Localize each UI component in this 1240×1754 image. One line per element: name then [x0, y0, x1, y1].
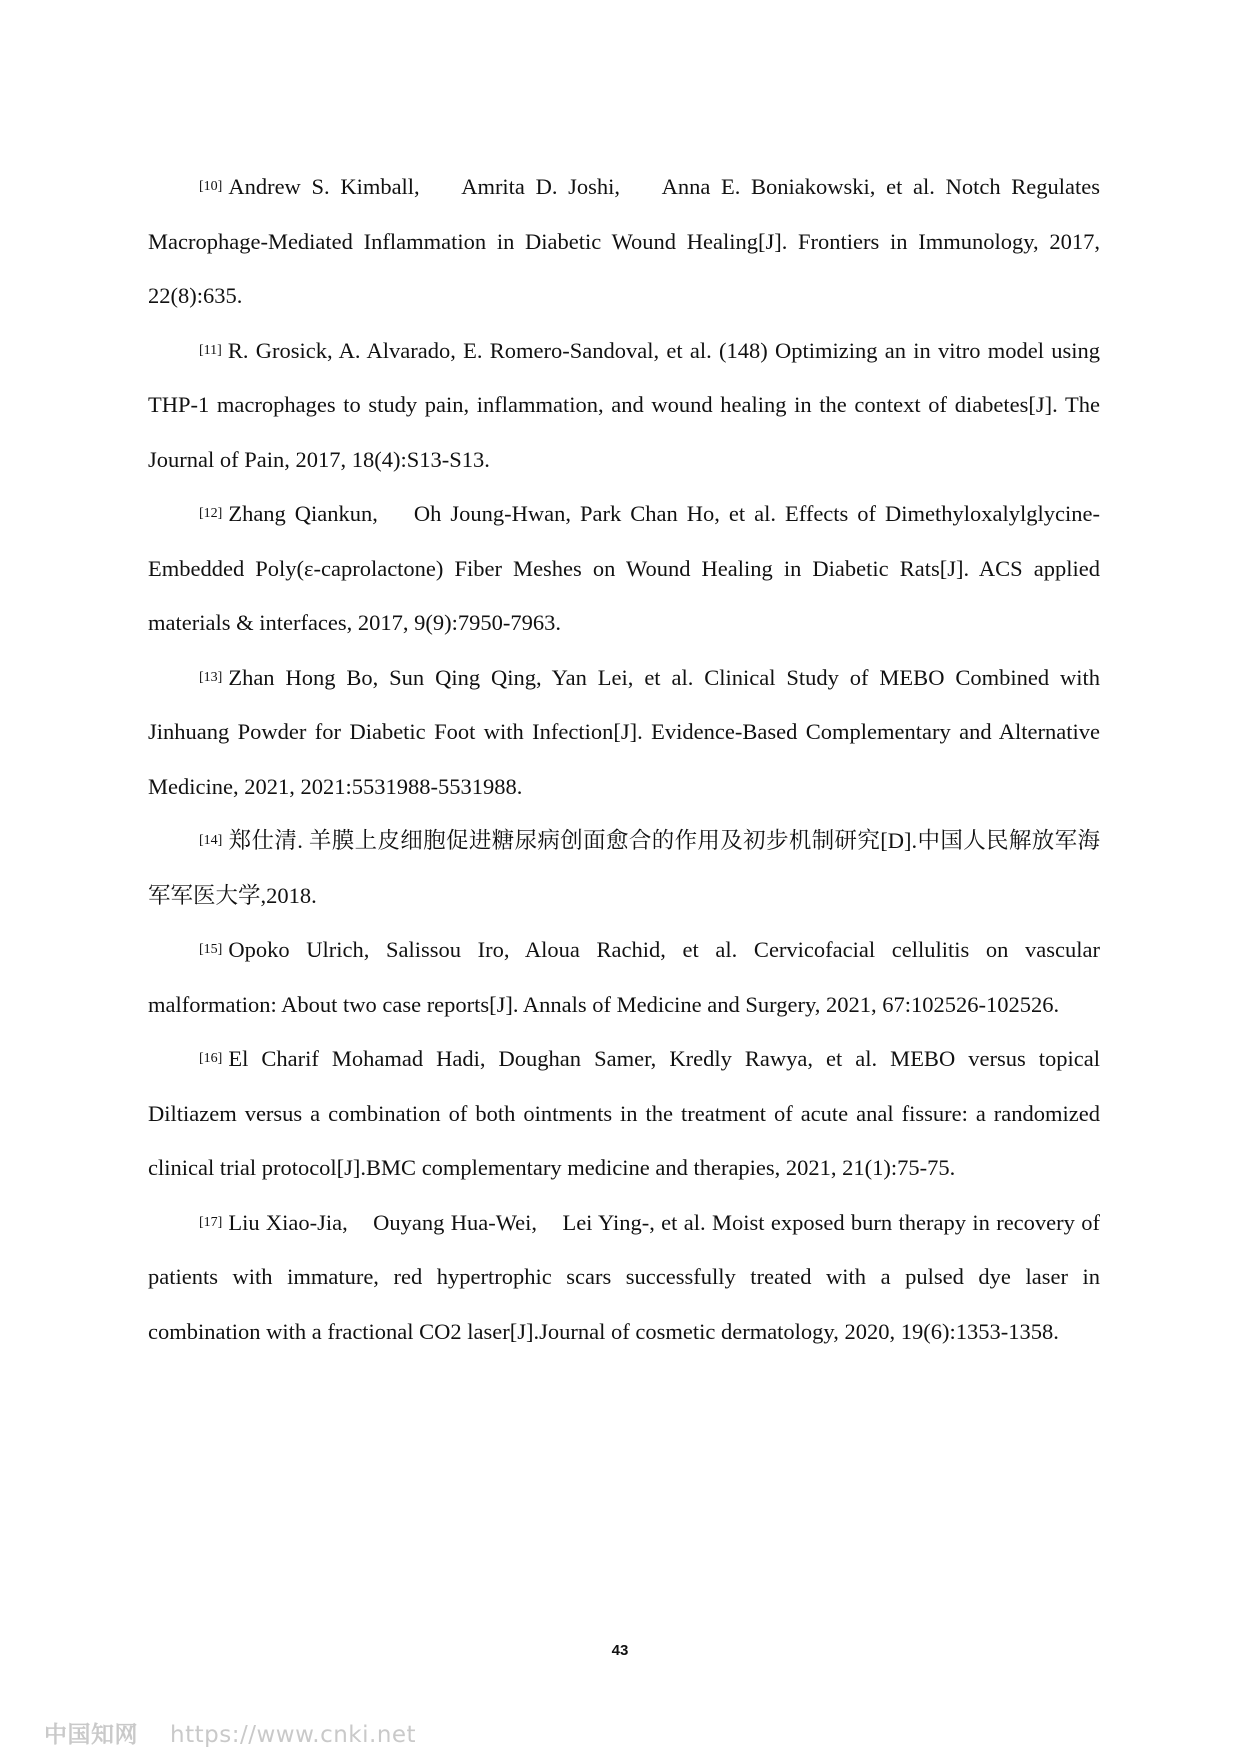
- reference-item: [148, 923, 1100, 1032]
- reference-number: [10]: [199, 179, 223, 194]
- reference-list: [148, 160, 1100, 1359]
- reference-text: R. Grosick, A. Alvarado, E. Romero-Sandoval, et al. (148) Optimizing an in vitro model using THP-1 macrophages to study pain, inflammation, and wound healing in the context of diabetes[J]. The Journal of Pain, 2017, 18(4):S13-S13.: [148, 337, 1100, 472]
- reference-number: [11]: [199, 342, 222, 358]
- reference-number: [17]: [199, 1214, 223, 1230]
- reference-number: [14]: [199, 833, 223, 848]
- reference-text: Zhang Qiankun, Oh Joung-Hwan, Park Chan Ho, et al. Effects of Dimethyloxalylglycine-Embedded Poly(ε-caprolactone) Fiber Meshes on Wound Healing in Diabetic Rats[J]. ACS applied materials & interfaces, 2017, 9(9):7950-7963.: [148, 501, 1100, 635]
- reference-text: 郑仕清. 羊膜上皮细胞促进糖尿病创面愈合的作用及初步机制研究[D].中国人民解放军海军军医大学,2018.: [148, 828, 1100, 908]
- page-number: 43: [611, 1642, 629, 1659]
- reference-number: [15]: [199, 942, 223, 957]
- reference-number: [16]: [199, 1051, 223, 1066]
- reference-item: [148, 814, 1100, 923]
- reference-text: Zhan Hong Bo, Sun Qing Qing, Yan Lei, et al. Clinical Study of MEBO Combined with Jinhuang Powder for Diabetic Foot with Infection[J]. Evidence-Based Complementary and Alternative Medicine, 2021, 2021:5531988-5531988.: [148, 664, 1100, 799]
- reference-text: Andrew S. Kimball, Amrita D. Joshi, Anna E. Boniakowski, et al. Notch Regulates Macrophage-Mediated Inflammation in Diabetic Wound Healing[J]. Frontiers in Immunology, 2017, 22(8):635.: [148, 174, 1100, 308]
- reference-item: [148, 324, 1100, 488]
- reference-number: [13]: [199, 669, 223, 685]
- reference-item: [148, 1032, 1100, 1196]
- reference-item: [148, 160, 1100, 324]
- reference-text: El Charif Mohamad Hadi, Doughan Samer, Kredly Rawya, et al. MEBO versus topical Diltiazem versus a combination of both ointments in the treatment of acute anal fissure: a randomized clinical trial protocol[J].BMC complementary medicine and therapies, 2021, 21(1):75-75.: [148, 1046, 1100, 1180]
- reference-text: Liu Xiao-Jia, Ouyang Hua-Wei, Lei Ying-, et al. Moist exposed burn therapy in recovery of patients with immature, red hypertrophic scars successfully treated with a pulsed dye laser in combination with a fractional CO2 laser[J].Journal of cosmetic dermatology, 2020, 19(6):1353-1358.: [148, 1209, 1100, 1344]
- reference-text: Opoko Ulrich, Salissou Iro, Aloua Rachid, et al. Cervicofacial cellulitis on vascular malformation: About two case reports[J]. Annals of Medicine and Surgery, 2021, 67:102526-102526.: [148, 937, 1100, 1017]
- reference-item: [148, 651, 1100, 815]
- watermark-brand: 中国知网: [44, 1722, 138, 1748]
- watermark-url: https://www.cnki.net: [170, 1722, 417, 1748]
- reference-number: [12]: [199, 506, 223, 521]
- reference-item: [148, 1196, 1100, 1360]
- cnki-watermark: [44, 1716, 416, 1749]
- reference-item: [148, 487, 1100, 651]
